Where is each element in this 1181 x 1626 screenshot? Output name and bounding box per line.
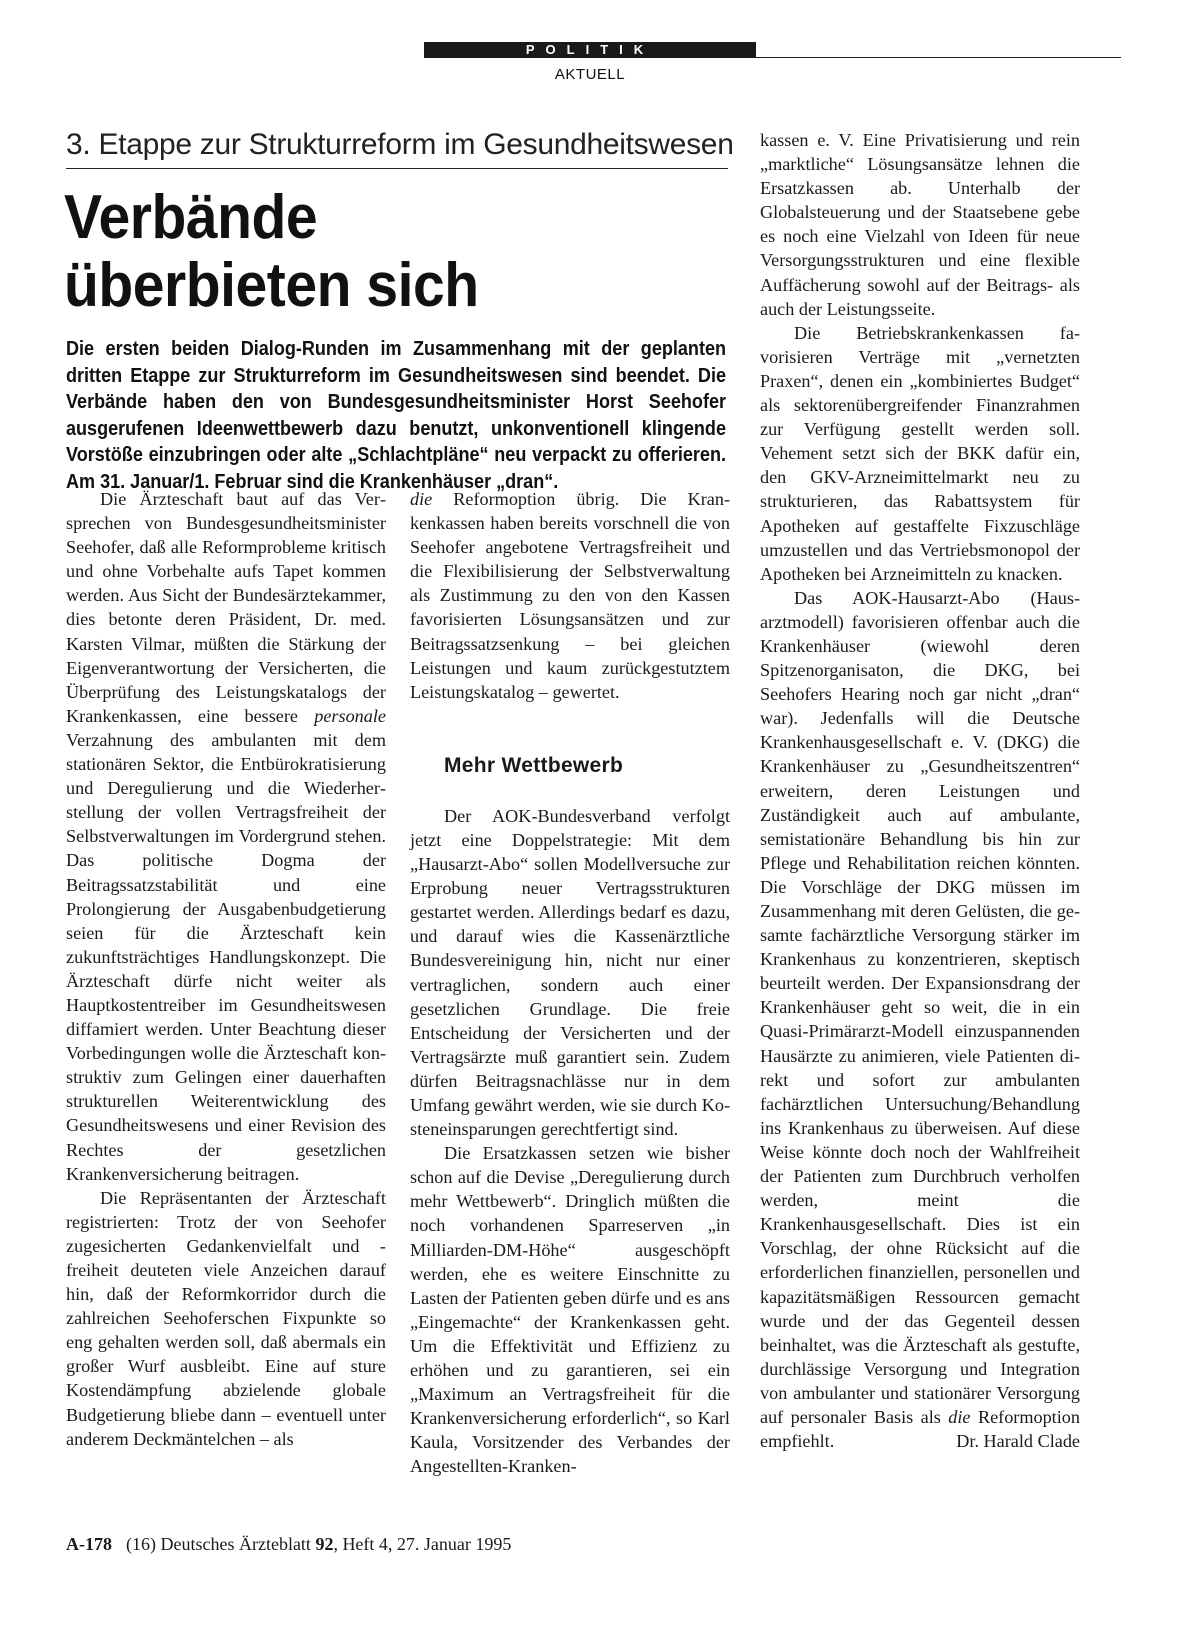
author-byline: Dr. Harald Clade (956, 1431, 1080, 1452)
page-footer (66, 1534, 826, 1555)
paragraph: Die Betriebskrankenkassen favorisieren Verträge mit „vernetzten Praxen“, denen ein „kombiniertes Budget“ als sektorenübergreifender Finanzrahmen zur Verfügung gestellt werden soll. Vehement setzt sich der BKK dafür ein, den GKV-Arzneimittelmarkt neu zu strukturieren, das Rabattsystem für Apotheken auf gestaffelte Fixzuschläge umzustellen und das Vertriebsmonopol der Apotheken bei Arzneimitteln zu knacken. (760, 322, 1080, 584)
emphasis: die (410, 489, 433, 509)
emphasis: personale (314, 705, 386, 726)
paragraph: Das AOK-Hausarzt-Abo (Hausarztmodell) favorisieren offenbar auch die Krankenhäuser (wiewohl deren Spitzenorganisaton, die DKG, bei Seehofers Hearing noch gar nicht „dran“ war). Jedenfalls will die Deutsche Krankenhausgesellschaft e. V. (DKG) die Krankenhäuser zu „Gesundheitszentren“ erweitern, deren Leistungen und Zuständigkeit auch auf ambulante, semistationäre Behandlung bis hin zur Pflege und Rehabilitation reichen könnten. Die Vorschläge der DKG müssen im Zusammenhang mit deren Gelüsten, die gesamte fachärztliche Versorgung stärker im Krankenhaus zu konzentrieren, skeptisch beurteilt werden. Der Expansionsdrang der Krankenhäuser geht so weit, die in ein Quasi-Primärarzt-Modell einzuspannenden Hausärzte zu animieren, viele Patienten direkt und sofort zur ambulanten fachärztlichen Untersuchung/Behandlung ins Krankenhaus zu überweisen. Auf diese Weise könnte doch noch der Wahlfreiheit der Patienten zum Durchbruch verholfen werden, meint die Krankenhausgesellschaft. Dies ist ein Vorschlag, der ohne Rücksicht auf die erforderlichen finanziellen, personellen und kapazitätsmäßigen Ressourcen gemacht wurde und der das Gegenteil dessen beinhaltet, was die Ärzteschaft als gestufte, durchlässige Versorgung und Integration von ambulanter und stationärer Versorgung auf personaler Basis als die Reformoption empfiehlt. Dr. Harald Clade (760, 586, 1080, 1453)
page-number: A-178 (66, 1534, 112, 1554)
citation-prefix: (16) Deutsches Ärzteblatt (126, 1534, 316, 1554)
text-column-3 (760, 128, 1080, 1453)
paragraph: Der AOK-Bundesverband verfolgt jetzt eine Doppelstrategie: Mit dem „Hausarzt-Abo“ sollen Modellversuche zur Erprobung neuer Vertragsstrukturen gestartet werden. Allerdings bedarf es dazu, und darauf wies die Kassenärztliche Bundesvereinigung hin, nicht nur einer vertraglichen, sondern auch einer gesetzlichen Grundlage. Die freie Entscheidung der Versicherten und der Vertragsärzte muß garantiert sein. Zudem dürfen Beitragsnachlässe nur in dem Umfang gewährt werden, wie sie durch Kosteneinsparungen gerechtfertigt sind. (410, 805, 730, 1140)
subheading: Mehr Wettbewerb (444, 753, 624, 777)
headline-line-2: überbieten sich (64, 251, 479, 320)
article-kicker: 3. Etappe zur Strukturreform im Gesundheitswesen (66, 128, 734, 161)
paragraph: Die Ärzteschaft baut auf das Versprechen von Bundesgesundheitsminister Seehofer, daß alle Reformprobleme kritisch und ohne Vorbehalte aufs Tapet kommen werden. Aus Sicht der Bundesärztekammer, dies betonte deren Präsident, Dr. med. Karsten Vilmar, müßten die Stärkung der Eigenverantwortung der Versicherten, die Überprüfung des Leistungskatalogs der Krankenkassen, eine bessere personale Verzahnung des ambulanten mit dem stationären Sektor, die Entbürokratisierung und Deregulierung und die Wiederherstellung der vollen Vertragsfreiheit der Selbstverwaltungen im Vordergrund stehen. Das politische Dogma der Beitragssatzstabilität und eine Prolongierung der Ausgabenbudgetierung seien für die Ärzteschaft kein zukunftsträchtiges Handlungskonzept. Die Ärzteschaft dürfe nicht weiter als Hauptkostentreiber im Gesundheitswesen diffamiert werden. Unter Beachtung dieser Vorbedingungen wolle die Ärzteschaft konstruktiv zum Gelingen einer dauerhaften strukturellen Weiterentwicklung des Gesundheitswesens und einer Revision des Rechtes der gesetzlichen Krankenversicherung beitragen. (66, 489, 386, 1184)
article-headline (64, 184, 690, 320)
header-rule (756, 57, 1121, 58)
citation-suffix: , Heft 4, 27. Januar 1995 (333, 1534, 512, 1554)
paragraph: Die Repräsentanten der Ärzteschaft registrierten: Trotz der von Seehofer zugesicherten Gedankenvielfalt und -freiheit deuteten viele Anzeichen darauf hin, daß der Reformkorridor durch die zahlreichen Seehoferschen Fixpunkte so eng gehalten werden soll, daß abermals ein großer Wurf ausbleibt. Eine auf sture Kostendämpfung abzielende globale Budgetierung bliebe dann – eventuell unter anderem Deckmäntelchen – als (66, 1187, 386, 1449)
article-lead: Die ersten beiden Dialog-Runden im Zusammenhang mit der geplanten dritten Etappe zur Strukturreform im Gesundheitswesen sind beendet. Die Verbände haben den von Bundesgesundheitsminister Horst Seehofer ausgerufenen Ideenwettbewerb dazu benutzt, unkonventionell klingende Vorstöße einzubringen oder alte „Schlachtpläne“ neu verpackt zu offerieren. Am 31. Januar/1. Februar sind die Krankenhäuser „dran“. (66, 337, 726, 493)
section-label: AKTUELL (554, 66, 626, 83)
headline-line-1: Verbände (64, 183, 318, 252)
text-column-2 (410, 487, 730, 1478)
emphasis: die (948, 1406, 971, 1427)
volume-number: 92 (315, 1534, 334, 1554)
kicker-rule (66, 168, 728, 169)
paragraph: Die Ersatzkassen setzen wie bisher schon auf die Devise „Deregulierung durch mehr Wettbewerb“. Dringlich müßten die noch vorhandenen Sparreserven „in Milliarden-DM-Höhe“ ausgeschöpft werden, ehe es weitere Einschnitte zu Lasten der Patienten geben dürfe und es ans „Eingemachte“ der Krankenkassen geht. Um die Effektivität und Effizienz zu erhöhen und zu garantieren, sei ein „Maximum an Vertragsfreiheit für die Krankenversicherung erforderlich“, so Karl Kaula, Vorsitzender des Verbandes der Angestellten-Kranken- (410, 1143, 730, 1477)
section-bar: POLITIK (424, 42, 756, 58)
text-column-1 (66, 487, 386, 1451)
paragraph: die Reformoption übrig. Die Krankenkassen haben bereits vorschnell die von Seehofer angebotene Vertragsfreiheit und die Flexibilisierung der Selbstverwaltung als Zustimmung zu den von den Kassen favorisierten Lösungsansätzen und zur Beitragssatzsenkung – bei gleichen Leistungen und kaum zurückgestutztem Leistungskatalog – gewertet. (410, 489, 730, 702)
paragraph: kassen e. V. Eine Privatisierung und rein „marktliche“ Lösungsansätze lehnen die Ersatzkassen ab. Unterhalb der Globalsteuerung und der Staatsebene gebe es noch eine Vielzahl von Ideen für neue Versorgungsstrukturen und eine flexible Auffächerung sowohl auf der Beitrags- als auch der Leistungsseite. (760, 130, 1080, 319)
